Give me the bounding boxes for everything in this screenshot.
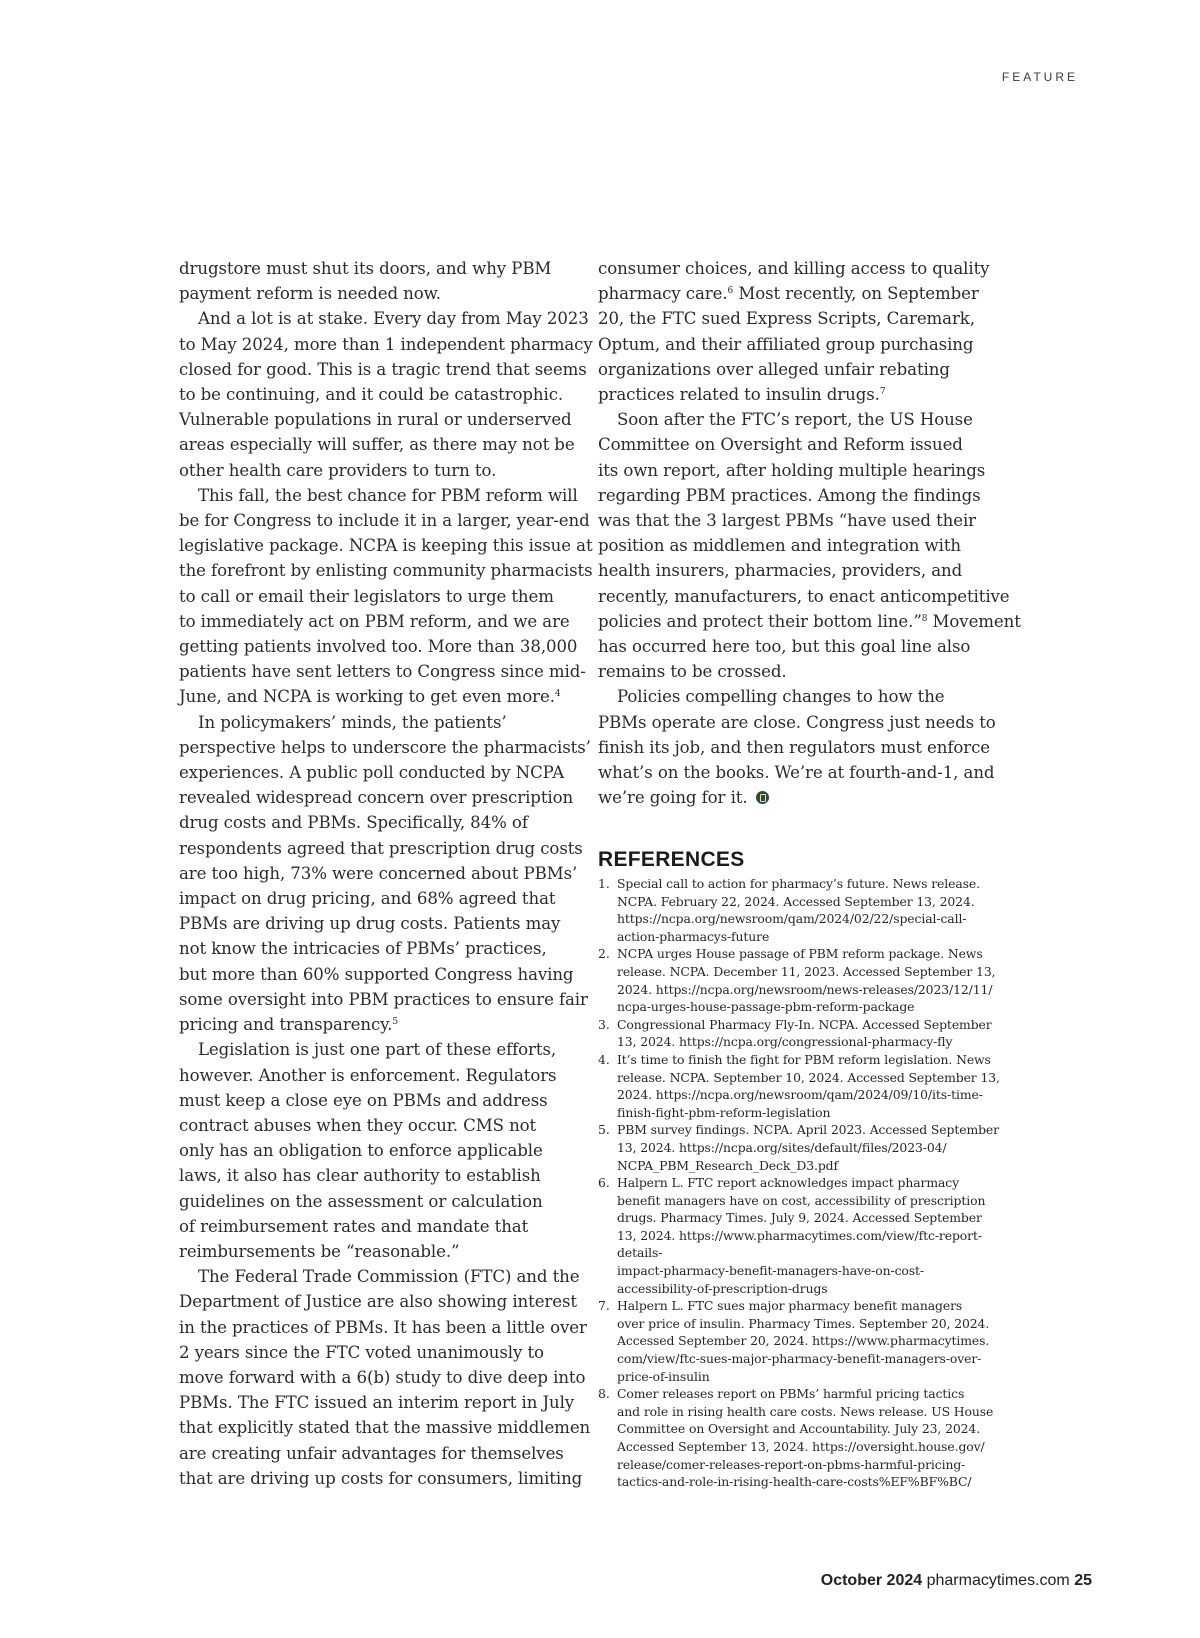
paragraph-line: position as middlemen and integration with	[598, 536, 961, 556]
paragraph-line: organizations over alleged unfair rebating	[598, 359, 950, 379]
page-number: 25	[1074, 1572, 1092, 1589]
paragraph-line: laws, it also has clear authority to establish	[179, 1166, 541, 1186]
paragraph-line: respondents agreed that prescription drug costs	[179, 838, 583, 858]
reference-line: Congressional Pharmacy Fly-In. NCPA. Accessed September	[617, 1016, 992, 1032]
reference-line: 13, 2024. https://ncpa.org/congressional-pharmacy-fly	[617, 1034, 953, 1050]
reference-number: 8.	[598, 1386, 610, 1402]
reference-superscript: 7	[879, 387, 886, 398]
paragraph-line: Optum, and their affiliated group purchasing	[598, 334, 974, 354]
reference-line: finish-fight-pbm-reform-legislation	[617, 1104, 831, 1120]
reference-line: Accessed September 13, 2024. https://oversight.house.gov/	[617, 1439, 985, 1454]
paragraph-line: revealed widespread concern over prescription	[179, 788, 574, 808]
paragraph-line: of reimbursement rates and mandate that	[179, 1216, 529, 1236]
paragraph-line: payment reform is needed now.	[179, 284, 441, 304]
paragraph-line: be for Congress to include it in a larger, year-end	[179, 511, 590, 531]
reference-line: action-pharmacys-future	[617, 928, 770, 944]
paragraph-line: drug costs and PBMs. Specifically, 84% of	[179, 813, 528, 833]
paragraph-line: This fall, the best chance for PBM reform will	[198, 485, 578, 505]
reference-line: release/comer-releases-report-on-pbms-harmful-pricing-	[617, 1456, 966, 1472]
reference-number: 6.	[598, 1175, 610, 1191]
paragraph-line: that are driving up costs for consumers, limiting	[179, 1468, 583, 1488]
footer-issue-date: October 2024	[820, 1572, 923, 1589]
paragraph-line: some oversight into PBM practices to ensure fair	[179, 989, 588, 1009]
paragraph-line: closed for good. This is a tragic trend that seems	[179, 359, 587, 379]
paragraph-line: that explicitly stated that the massive middlemen	[179, 1418, 591, 1438]
paragraph-line: the forefront by enlisting community pharmacists	[179, 561, 593, 581]
reference-number: 5.	[598, 1122, 610, 1138]
paragraph-line: to call or email their legislators to urge them	[179, 586, 554, 606]
paragraph-line: pricing and transparency.$^5$	[179, 1015, 399, 1035]
paragraph-line: guidelines on the assessment or calculation	[179, 1191, 543, 1211]
paragraph-line: patients have sent letters to Congress since mid-	[179, 662, 586, 682]
reference-line: com/view/ftc-sues-major-pharmacy-benefit-managers-over-	[617, 1351, 982, 1367]
reference-line: Special call to action for pharmacy’s future. News release.	[617, 876, 981, 891]
paragraph-line: contract abuses when they occur. CMS not	[179, 1115, 537, 1135]
reference-item	[598, 1174, 1003, 1297]
paragraph-line: Department of Justice are also showing interest	[179, 1292, 577, 1312]
paragraph-line: are too high, 73% were concerned about PBMs’	[179, 863, 578, 883]
paragraph-line: 2 years since the FTC voted unanimously to	[179, 1342, 544, 1362]
reference-number: 3.	[598, 1016, 610, 1032]
paragraph-line: Vulnerable populations in rural or underserved	[179, 410, 572, 430]
references-section	[598, 848, 1003, 1491]
paragraph-line: PBMs. The FTC issued an interim report in July	[179, 1393, 575, 1413]
reference-line: 2024. https://ncpa.org/newsroom/qam/2024/09/10/its-time-	[617, 1087, 983, 1103]
section-label: FEATURE	[1001, 70, 1078, 84]
reference-item	[598, 875, 1003, 945]
paragraph-line: other health care providers to turn to.	[179, 460, 497, 480]
paragraph-line: In policymakers’ minds, the patients’	[198, 712, 507, 732]
paragraph-line: health insurers, pharmacies, providers, and	[598, 561, 963, 581]
paragraph-line: in the practices of PBMs. It has been a little over	[179, 1317, 587, 1337]
reference-line: 13, 2024. https://ncpa.org/sites/default/files/2023-04/	[617, 1139, 947, 1155]
article-column-right	[598, 256, 1021, 810]
paragraph-line: Committee on Oversight and Reform issued	[598, 435, 963, 455]
reference-number: 7.	[598, 1298, 610, 1314]
reference-line: drugs. Pharmacy Times. July 9, 2024. Accessed September	[617, 1210, 982, 1226]
reference-line: NCPA. February 22, 2024. Accessed September 13, 2024.	[617, 893, 975, 909]
reference-item	[598, 1016, 1003, 1051]
reference-line: price-of-insulin	[617, 1368, 710, 1384]
paragraph-line: June, and NCPA is working to get even more.$^4$	[179, 687, 561, 707]
paragraph-line: but more than 60% supported Congress having	[179, 964, 574, 984]
reference-line: 13, 2024. https://www.pharmacytimes.com/view/ftc-report-	[617, 1227, 982, 1243]
page-footer	[821, 1572, 1092, 1590]
reference-line: benefit managers have on cost, accessibility of prescription	[617, 1192, 986, 1208]
paragraph-line: what’s on the books. We’re at fourth-and-1, and	[598, 763, 995, 783]
reference-line: tactics-and-role-in-rising-health-care-costs%EF%BF%BC/	[617, 1474, 972, 1490]
paragraph-line: to immediately act on PBM reform, and we are	[179, 611, 570, 631]
reference-line: It’s time to finish the fight for PBM reform legislation. News	[617, 1051, 991, 1067]
paragraph-line: finish its job, and then regulators must enforce	[598, 737, 991, 757]
reference-line: 2024. https://ncpa.org/newsroom/news-releases/2023/12/11/	[617, 981, 993, 997]
paragraph-line: Soon after the FTC’s report, the US House	[617, 410, 973, 430]
reference-superscript: 4	[554, 689, 561, 700]
paragraph-line: The Federal Trade Commission (FTC) and the	[198, 1267, 580, 1287]
paragraph-line: reimbursements be “reasonable.”	[179, 1241, 460, 1261]
reference-number: 4.	[598, 1051, 610, 1067]
reference-item	[598, 1121, 1003, 1174]
reference-number: 2.	[598, 946, 610, 962]
paragraph-line: drugstore must shut its doors, and why PBM	[179, 259, 552, 278]
end-of-article-icon	[756, 791, 769, 804]
reference-superscript: 5	[392, 1017, 399, 1028]
paragraph-line: move forward with a 6(b) study to dive deep into	[179, 1367, 586, 1387]
paragraph-line: recently, manufacturers, to enact anticompetitive	[598, 586, 1010, 606]
reference-line: Halpern L. FTC report acknowledges impact pharmacy	[617, 1175, 959, 1191]
footer-site: pharmacytimes.com	[926, 1572, 1070, 1589]
paragraph-line: PBMs operate are close. Congress just needs to	[598, 712, 996, 732]
paragraph-line: was that the 3 largest PBMs “have used their	[598, 511, 977, 531]
reference-line: NCPA_PBM_Research_Deck_D3.pdf	[617, 1157, 838, 1173]
paragraph-line: consumer choices, and killing access to quality	[598, 259, 990, 278]
paragraph-line: 20, the FTC sued Express Scripts, Caremark,	[598, 309, 975, 329]
paragraph-line: only has an obligation to enforce applicable	[179, 1141, 543, 1161]
reference-number: 1.	[598, 876, 610, 891]
reference-item	[598, 1385, 1003, 1491]
paragraph-line: remains to be crossed.	[598, 662, 787, 682]
paragraph-line: Policies compelling changes to how the	[617, 687, 945, 707]
paragraph-line: policies and protect their bottom line.”$^8$ Movement	[598, 611, 1021, 631]
reference-superscript: 6	[727, 286, 734, 297]
references-list	[598, 875, 1003, 1491]
paragraph-line: not know the intricacies of PBMs’ practices,	[179, 939, 547, 959]
reference-line: impact-pharmacy-benefit-managers-have-on-cost-	[617, 1263, 924, 1279]
paragraph-line: Legislation is just one part of these efforts,	[198, 1040, 557, 1060]
reference-item	[598, 1051, 1003, 1121]
reference-line: Halpern L. FTC sues major pharmacy benefit managers	[617, 1298, 963, 1314]
paragraph-line: however. Another is enforcement. Regulators	[179, 1065, 557, 1085]
reference-line: Committee on Oversight and Accountability. July 23, 2024.	[617, 1421, 981, 1437]
paragraph-line: has occurred here too, but this goal line also	[598, 637, 971, 657]
paragraph-line: legislative package. NCPA is keeping this issue at	[179, 536, 593, 556]
reference-item	[598, 1297, 1003, 1385]
reference-line: https://ncpa.org/newsroom/qam/2024/02/22/special-call-	[617, 911, 967, 927]
reference-line: Accessed September 20, 2024. https://www.pharmacytimes.	[617, 1333, 990, 1349]
reference-line: details-	[617, 1245, 663, 1261]
paragraph-line: to May 2024, more than 1 independent pharmacy	[179, 334, 593, 354]
reference-line: over price of insulin. Pharmacy Times. September 20, 2024.	[617, 1315, 990, 1331]
paragraph-line: pharmacy care.$^6$ Most recently, on September	[598, 284, 979, 304]
paragraph-line: areas especially will suffer, as there may not be	[179, 435, 575, 455]
references-heading: REFERENCES	[598, 848, 745, 871]
paragraph-line: impact on drug pricing, and 68% agreed that	[179, 889, 556, 909]
reference-line: release. NCPA. December 11, 2023. Accessed September 13,	[617, 963, 996, 979]
reference-line: release. NCPA. September 10, 2024. Accessed September 13,	[617, 1069, 1000, 1085]
article-column-left	[179, 256, 593, 1491]
paragraph-line: practices related to insulin drugs.$^7$	[598, 385, 886, 405]
reference-line: Comer releases report on PBMs’ harmful pricing tactics	[617, 1386, 965, 1402]
reference-superscript: 8	[921, 613, 928, 624]
paragraph-line: PBMs are driving up drug costs. Patients may	[179, 914, 561, 934]
paragraph-line: to be continuing, and it could be catastrophic.	[179, 385, 564, 405]
reference-item	[598, 945, 1003, 1015]
reference-line: PBM survey findings. NCPA. April 2023. Accessed September	[617, 1122, 999, 1138]
reference-line: ncpa-urges-house-passage-pbm-reform-package	[617, 999, 915, 1015]
reference-line: NCPA urges House passage of PBM reform package. News	[617, 946, 983, 962]
paragraph-line: perspective helps to underscore the pharmacists’	[179, 737, 591, 757]
reference-line: accessibility-of-prescription-drugs	[617, 1280, 828, 1296]
paragraph-line: must keep a close eye on PBMs and address	[179, 1090, 548, 1110]
reference-line: and role in rising health care costs. News release. US House	[617, 1403, 994, 1419]
paragraph-line: its own report, after holding multiple hearings	[598, 460, 986, 480]
paragraph-line: we’re going for it.	[598, 785, 1003, 810]
paragraph-line: experiences. A public poll conducted by NCPA	[179, 763, 565, 783]
paragraph-line: getting patients involved too. More than 38,000	[179, 637, 578, 657]
paragraph-line: And a lot is at stake. Every day from May 2023	[198, 309, 589, 329]
paragraph-line: are creating unfair advantages for themselves	[179, 1443, 564, 1463]
paragraph-line: regarding PBM practices. Among the findings	[598, 485, 981, 505]
